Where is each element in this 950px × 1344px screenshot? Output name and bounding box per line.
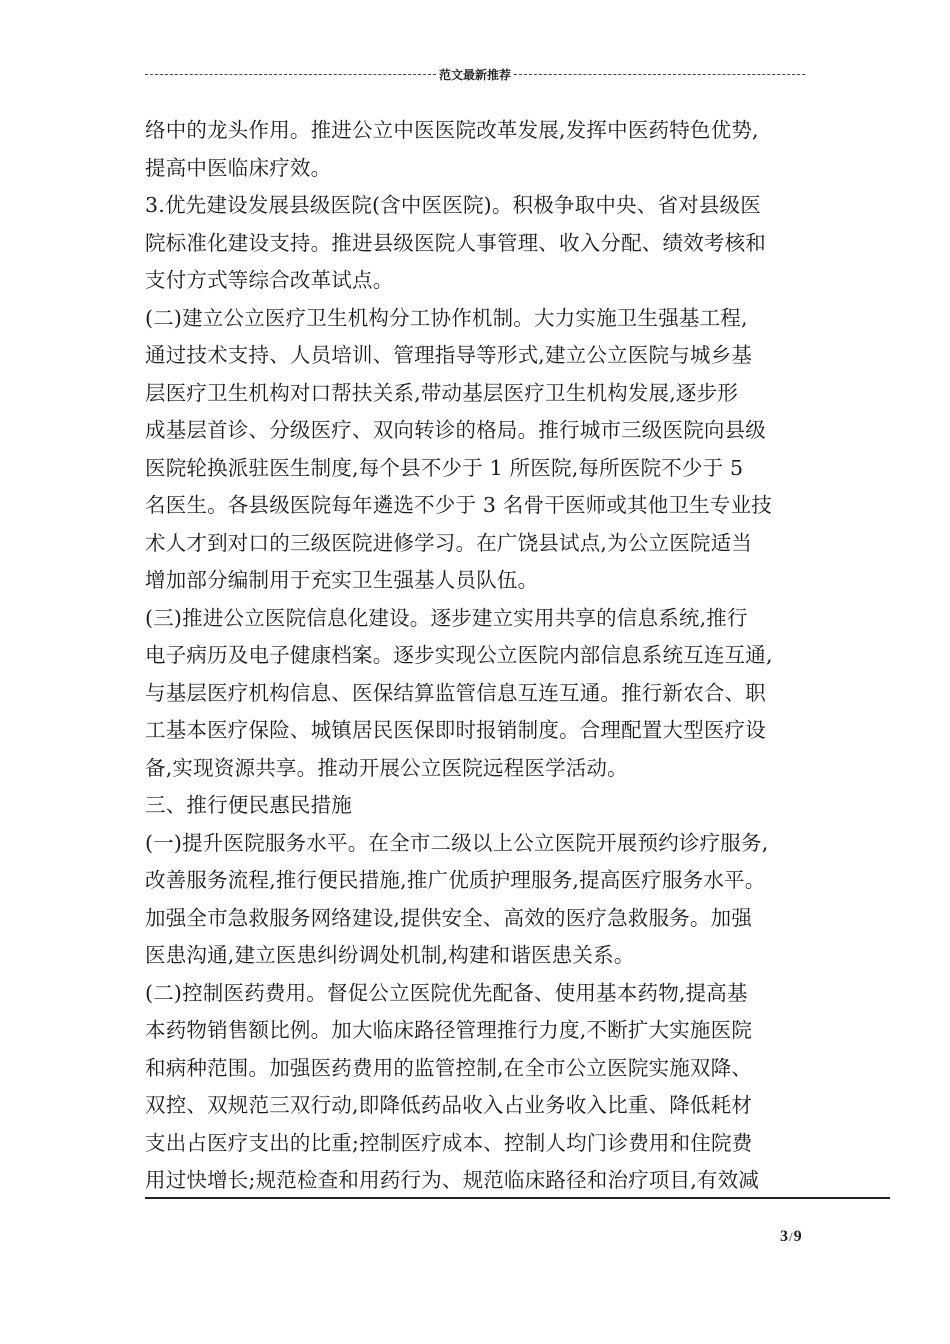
text-line: 改善服务流程,推行便民措施,推广优质护理服务,提高医疗服务水平。 (145, 868, 766, 892)
text-line: 与基层医疗机构信息、医保结算监管信息互连互通。推行新农合、职 (145, 680, 766, 705)
body-text (145, 112, 825, 1200)
text-line: 通过技术支持、人员培训、管理指导等形式,建立公立医院与城乡基 (145, 343, 753, 367)
text-line: 术人才到对口的三级医院进修学习。在广饶县试点,为公立医院适当 (145, 530, 753, 555)
text-line: 加强全市急救服务网络建设,提供安全、高效的医疗急救服务。加强 (145, 905, 753, 930)
page-separator: / (789, 1229, 793, 1244)
text-line: 3.优先建设发展县级医院(含中医医院)。积极争取中央、省对县级医 (145, 193, 761, 217)
text-line: 和病种范围。加强医药费用的监管控制,在全市公立医院实施双降、 (145, 1055, 753, 1080)
text-line: 工基本医疗保险、城镇居民医保即时报销制度。合理配置大型医疗设 (145, 718, 766, 742)
text-line: 名医生。各县级医院每年遴选不少于 3 名骨干医师或其他卫生专业技 (145, 493, 772, 517)
page-header (145, 66, 805, 83)
text-line: 三、推行便民惠民措施 (145, 793, 352, 817)
text-line: (二)建立公立医疗卫生机构分工协作机制。大力实施卫生强基工程, (145, 305, 748, 330)
text-line: 用过快增长;规范检查和用药行为、规范临床路径和治疗项目,有效减 (145, 1168, 760, 1192)
text-line: 支出占医疗支出的比重;控制医疗成本、控制人均门诊费用和住院费 (145, 1130, 753, 1155)
text-line: 层医疗卫生机构对口帮扶关系,带动基层医疗卫生机构发展,逐步形 (145, 380, 739, 405)
text-line: 医患沟通,建立医患纠纷调处机制,构建和谐医患关系。 (145, 943, 635, 967)
header-dash-left (145, 74, 436, 75)
page-total: 9 (793, 1228, 802, 1245)
header-dash-right (514, 74, 805, 75)
text-line: 院标准化建设支持。推进县级医院人事管理、收入分配、绩效考核和 (145, 230, 766, 255)
text-line: 增加部分编制用于充实卫生强基人员队伍。 (145, 568, 539, 592)
text-line: 双控、双规范三双行动,即降低药品收入占业务收入比重、降低耗材 (145, 1093, 753, 1117)
footer-rule (145, 1197, 890, 1199)
page-number (780, 1228, 802, 1246)
header-title: 范文最新推荐 (439, 68, 512, 82)
text-line: 提高中医临床疗效。 (145, 155, 332, 180)
page-current: 3 (780, 1228, 788, 1245)
text-line: 备,实现资源共享。推动开展公立医院远程医学活动。 (145, 755, 628, 780)
text-line: 本药物销售额比例。加大临床路径管理推行力度,不断扩大实施医院 (145, 1018, 753, 1042)
text-line: 成基层首诊、分级医疗、双向转诊的格局。推行城市三级医院向县级 (145, 418, 766, 442)
text-line: (三)推进公立医院信息化建设。逐步建立实用共享的信息系统,推行 (145, 605, 748, 630)
text-line: 医院轮换派驻医生制度,每个县不少于 1 所医院,每所医院不少于 5 (145, 455, 744, 480)
text-line: 电子病历及电子健康档案。逐步实现公立医院内部信息系统互连互通, (145, 643, 773, 667)
text-line: 络中的龙头作用。推进公立中医医院改革发展,发挥中医药特色优势, (145, 118, 759, 142)
text-line: 支付方式等综合改革试点。 (145, 268, 394, 292)
text-line: (一)提升医院服务水平。在全市二级以上公立医院开展预约诊疗服务, (145, 830, 769, 855)
text-line: (二)控制医药费用。督促公立医院优先配备、使用基本药物,提高基 (145, 980, 748, 1005)
